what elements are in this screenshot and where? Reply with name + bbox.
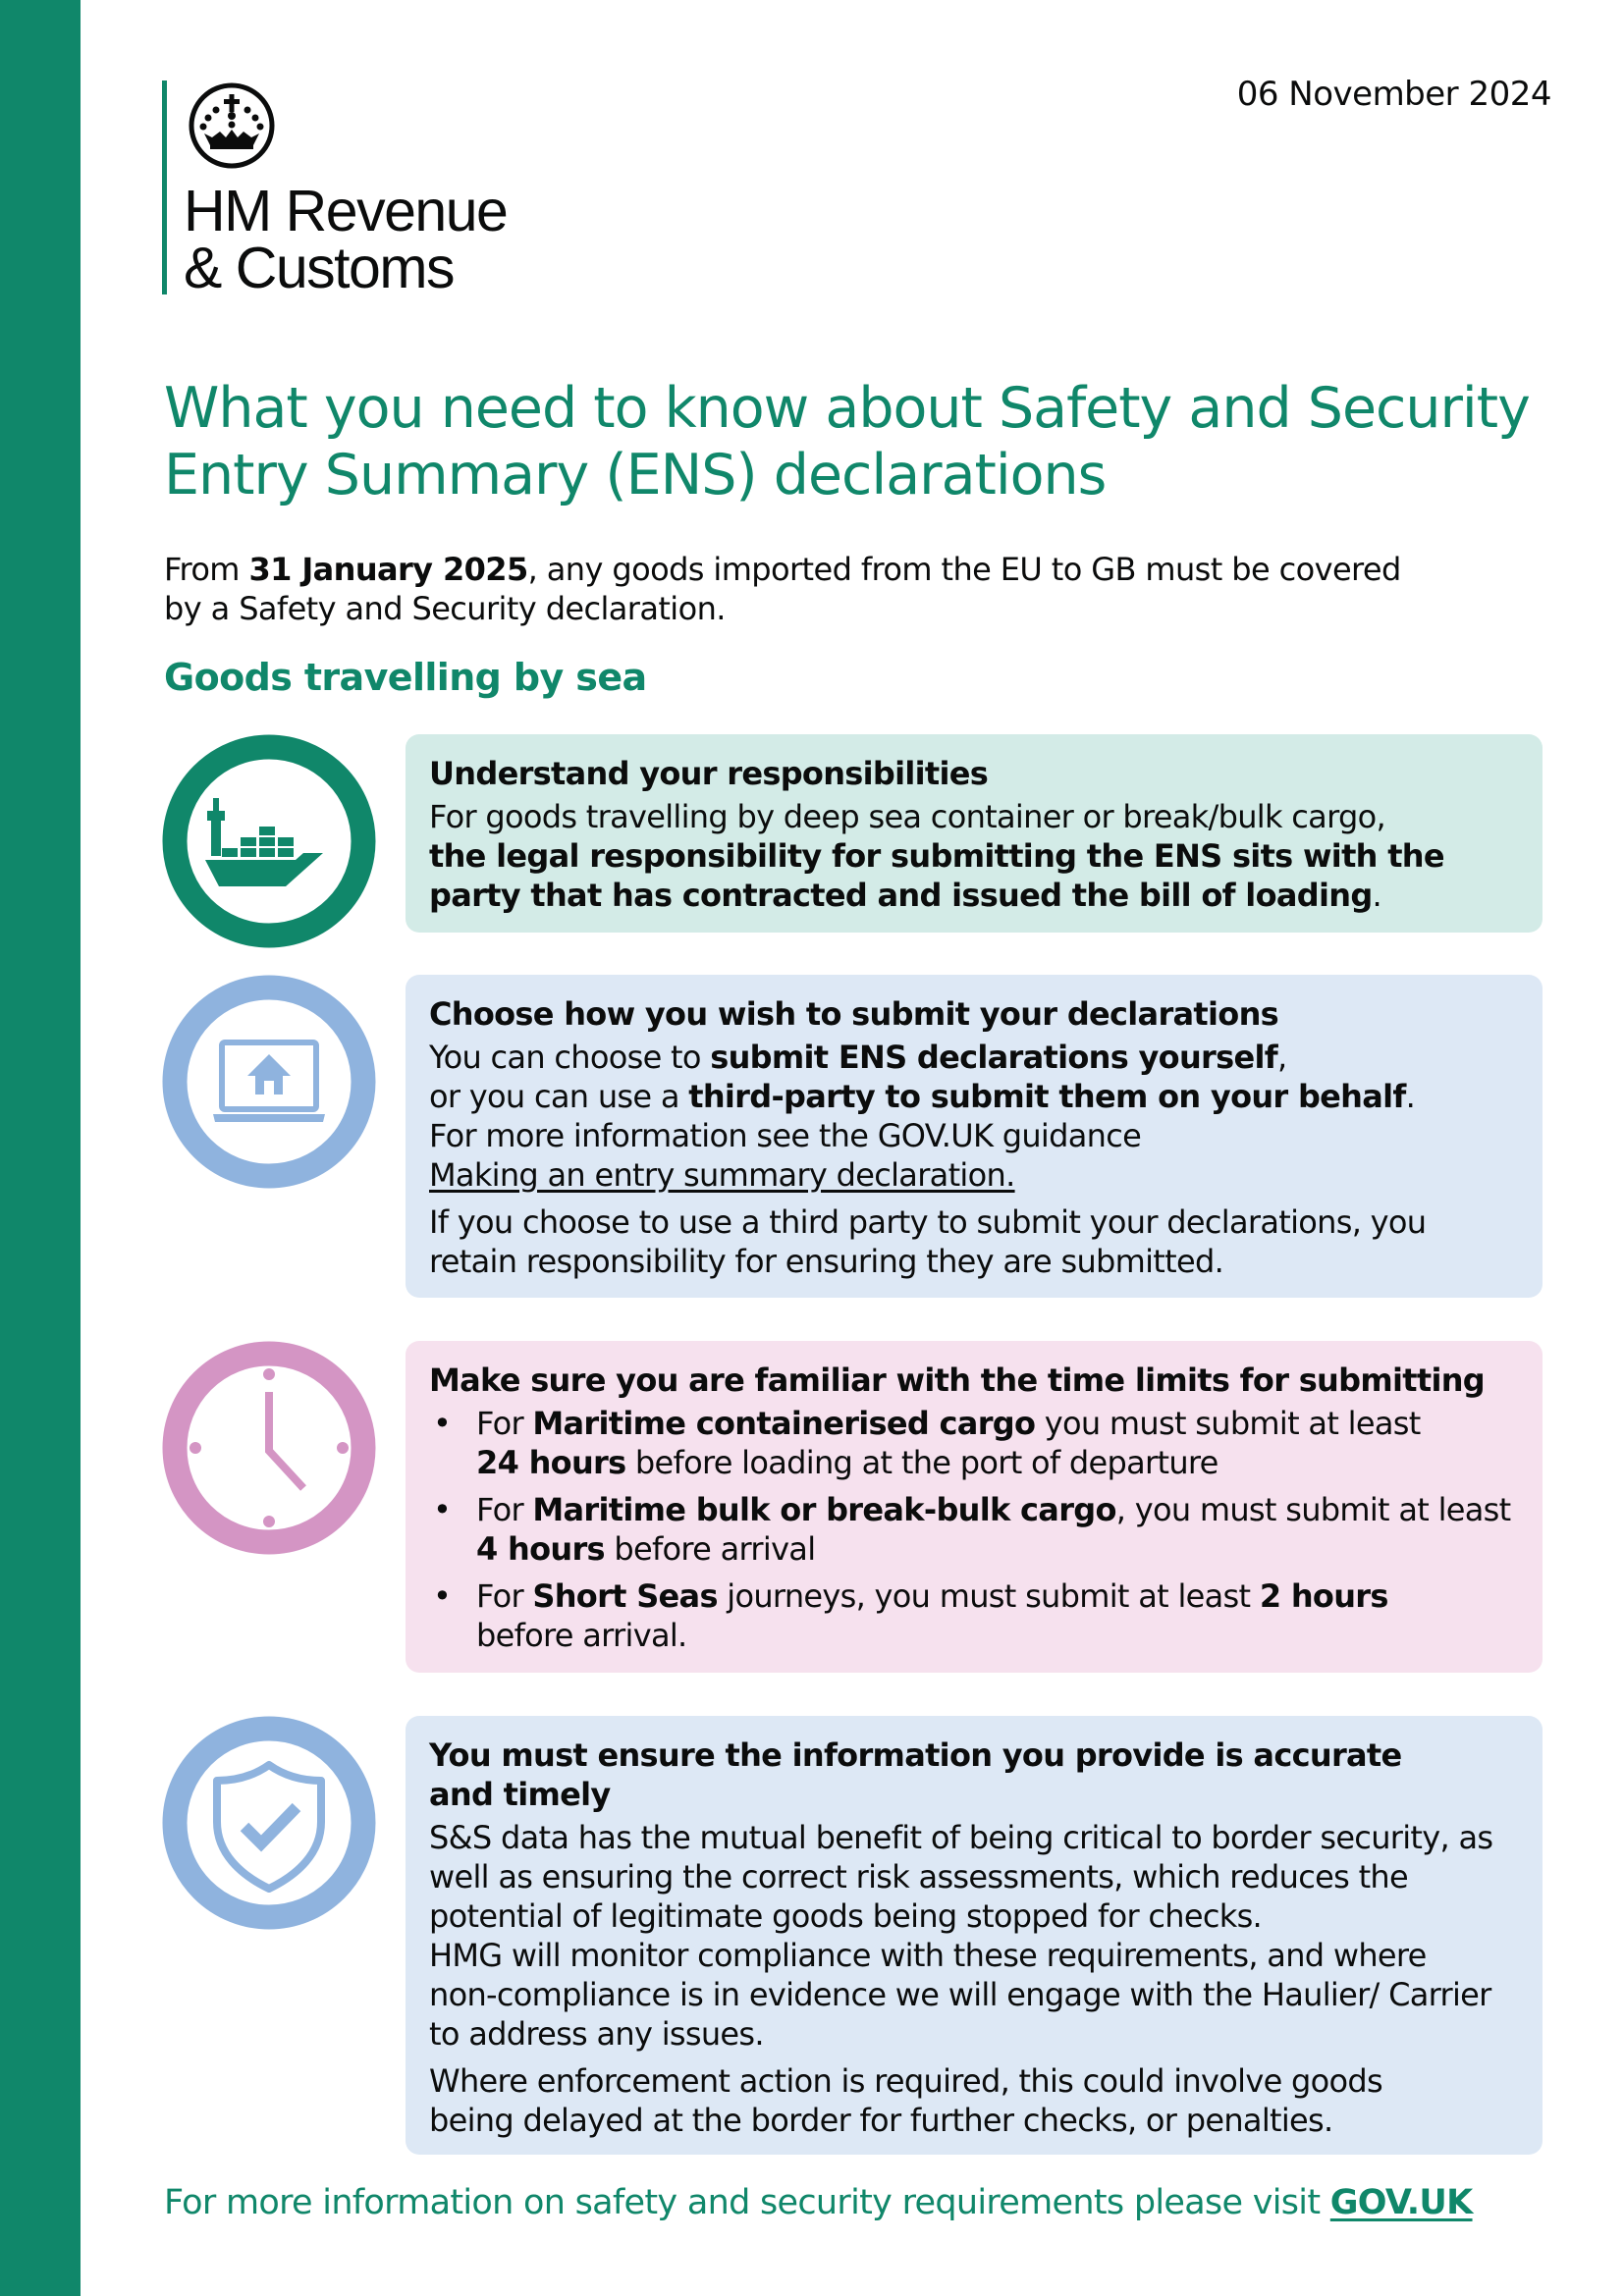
intro-line-2: by a Safety and Security declaration. xyxy=(164,590,726,627)
royal-crown-crest-icon xyxy=(187,80,277,171)
item-text: before arrival. xyxy=(476,1617,687,1654)
logo-line-1: HM Revenue xyxy=(184,179,508,243)
card-heading: Choose how you wish to submit your declarations xyxy=(429,995,1279,1033)
item-bold: 2 hours xyxy=(1259,1577,1388,1615)
gov-uk-link[interactable]: GOV.UK xyxy=(1329,2183,1473,2222)
clock-icon xyxy=(162,1341,376,1555)
intro-rest: , any goods imported from the EU to GB must be covered xyxy=(527,551,1401,588)
card-heading: Make sure you are familiar with the time limits for submitting xyxy=(429,1362,1486,1399)
item-text: before loading at the port of departure xyxy=(625,1444,1218,1481)
logo-wordmark xyxy=(184,179,508,300)
card-body-enforcement: Where enforcement action is required, this could involve goods being delayed at the border for further checks, or penalties. xyxy=(429,2062,1382,2139)
accuracy-card xyxy=(406,1716,1543,2155)
list-item xyxy=(429,1404,1519,1482)
footer-text: For more information on safety and security requirements please visit xyxy=(164,2183,1330,2222)
submission-method-card xyxy=(406,975,1543,1298)
card-bold-text: submit ENS declarations yourself xyxy=(710,1039,1277,1076)
laptop-home-icon xyxy=(162,975,376,1189)
logo-line-2: & Customs xyxy=(184,236,455,300)
guidance-link[interactable]: Making an entry summary declaration. xyxy=(429,1156,1015,1194)
card-text: . xyxy=(1405,1078,1416,1115)
section-heading: Goods travelling by sea xyxy=(164,656,647,699)
card-body xyxy=(429,797,1519,915)
card-text: or you can use a xyxy=(429,1078,689,1115)
card-body: S&S data has the mutual benefit of being critical to border security, as well as ensuring the correct risk assessments, which reduces the potential of legitimate goods being stopped for checks. xyxy=(429,1819,1493,1935)
card-text: , xyxy=(1276,1039,1287,1076)
item-bold: Maritime bulk or break-bulk cargo xyxy=(532,1491,1116,1528)
card-heading: You must ensure the information you provide is accurate and timely xyxy=(429,1736,1402,1813)
item-text: you must submit at least xyxy=(1035,1405,1421,1442)
brand-side-bar xyxy=(0,0,81,2296)
list-item xyxy=(429,1490,1519,1569)
item-text: journeys, you must submit at least xyxy=(717,1577,1260,1615)
cargo-ship-icon xyxy=(162,734,376,948)
card-text: You can choose to xyxy=(429,1039,711,1076)
item-text: For xyxy=(476,1491,533,1528)
item-text: , you must submit at least xyxy=(1115,1491,1511,1528)
logo-divider-line xyxy=(162,80,167,294)
card-body-compliance: HMG will monitor compliance with these requirements, and where non-compliance is in evidence we will engage with the Haulier/ Carrier to address any issues. xyxy=(429,1937,1491,2053)
bullet: • xyxy=(433,1405,452,1442)
bullet: • xyxy=(433,1491,452,1528)
item-text: For xyxy=(476,1577,533,1615)
time-limits-card xyxy=(406,1341,1543,1673)
card-text: For more information see the GOV.UK guidance xyxy=(429,1117,1142,1154)
intro-paragraph xyxy=(164,550,1539,628)
card-text: For goods travelling by deep sea container or break/bulk cargo, xyxy=(429,798,1385,835)
time-limits-list xyxy=(429,1404,1519,1655)
list-item xyxy=(429,1576,1519,1655)
deadline-date: 31 January 2025 xyxy=(248,551,528,588)
item-bold: Maritime containerised cargo xyxy=(532,1405,1036,1442)
hmrc-logo xyxy=(162,80,574,300)
card-heading: Understand your responsibilities xyxy=(429,755,989,792)
footer-note xyxy=(164,2181,1473,2224)
bullet: • xyxy=(433,1577,452,1615)
card-body xyxy=(429,1038,1519,1195)
card-bold-text: third-party to submit them on your behalf xyxy=(688,1078,1406,1115)
shield-check-icon xyxy=(162,1716,376,1930)
page-title: What you need to know about Safety and Security Entry Summary (ENS) declarations xyxy=(164,376,1530,507)
responsibilities-card xyxy=(406,734,1543,933)
card-body-2: If you choose to use a third party to submit your declarations, you retain responsibility for ensuring they are submitted. xyxy=(429,1203,1427,1280)
document-date: 06 November 2024 xyxy=(1236,75,1551,114)
intro-prefix: From xyxy=(164,551,249,588)
item-bold: Short Seas xyxy=(532,1577,718,1615)
item-bold: 24 hours xyxy=(476,1444,626,1481)
card-text-end: . xyxy=(1372,877,1382,914)
item-text: For xyxy=(476,1405,533,1442)
card-bold-text: the legal responsibility for submitting the ENS sits with the party that has contracted and issued the bill of loading xyxy=(429,837,1444,914)
item-bold: 4 hours xyxy=(476,1530,605,1568)
item-text: before arrival xyxy=(604,1530,816,1568)
